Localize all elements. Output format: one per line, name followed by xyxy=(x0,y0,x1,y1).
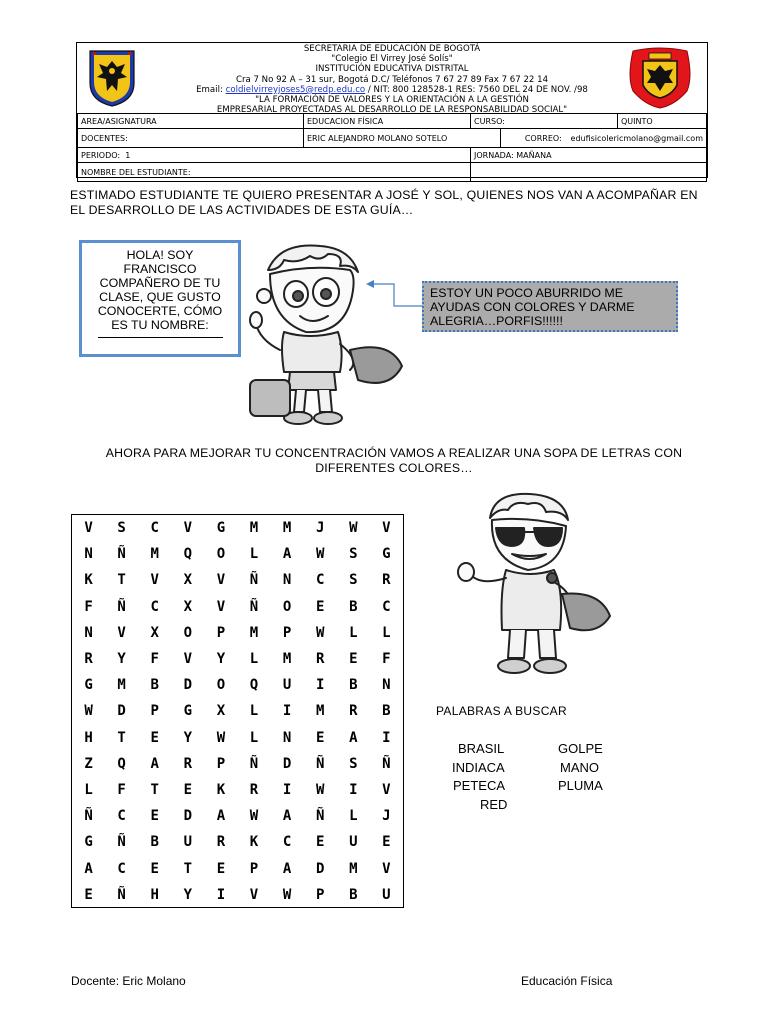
correo-label: CORREO: xyxy=(524,133,562,143)
grid-cell[interactable]: R xyxy=(249,781,259,798)
jornada-label: JORNADA: MAÑANA xyxy=(471,148,707,163)
grid-cell[interactable]: F xyxy=(382,651,391,668)
grid-cell[interactable]: A xyxy=(150,755,159,772)
grid-row xyxy=(72,515,403,541)
header-motto-2: EMPRESARIAL PROYECTADAS AL DESARROLLO DE LA RESPONSABILIDAD SOCIAL" xyxy=(216,105,568,116)
greeting-line-6: ES TU NOMBRE: xyxy=(111,318,209,332)
grid-cell[interactable]: E xyxy=(315,834,325,851)
grid-row xyxy=(72,646,403,672)
periodo-value: 1 xyxy=(125,150,131,160)
grid-cell[interactable]: T xyxy=(117,572,126,589)
grid-cell[interactable]: G xyxy=(382,546,391,563)
grid-cell[interactable]: M xyxy=(315,703,325,720)
grid-cell[interactable]: K xyxy=(249,834,259,851)
grid-cell[interactable]: P xyxy=(282,624,292,641)
grid-cell[interactable]: T xyxy=(183,860,193,877)
grid-cell[interactable]: O xyxy=(282,598,292,615)
grid-cell[interactable]: S xyxy=(117,520,126,537)
word-brasil: BRASIL xyxy=(458,741,505,756)
grid-cell[interactable]: V xyxy=(382,520,391,537)
grid-cell[interactable]: M xyxy=(249,624,259,641)
grid-cell[interactable]: Ñ xyxy=(117,598,126,615)
grid-cell[interactable]: S xyxy=(349,755,358,772)
grid-cell[interactable]: V xyxy=(117,624,126,641)
header-line-institucion: INSTITUCIÓN EDUCATIVA DISTRITAL xyxy=(315,64,469,75)
grid-cell[interactable]: U xyxy=(282,677,292,694)
grid-cell[interactable]: E xyxy=(150,808,159,825)
header-text xyxy=(169,44,615,115)
grid-cell[interactable]: Ñ xyxy=(382,755,391,772)
grid-row xyxy=(72,567,403,593)
word-indiaca: INDIACA xyxy=(452,760,505,775)
grid-cell[interactable]: F xyxy=(117,781,126,798)
email-link[interactable]: coldielvirreyjoses5@redp.edu.co xyxy=(225,84,366,95)
grid-cell[interactable]: B xyxy=(349,598,358,615)
grid-cell[interactable]: N xyxy=(382,677,391,694)
grid-cell[interactable]: D xyxy=(183,677,193,694)
header-line-secretaria: SECRETARIA DE EDUCACIÓN DE BOGOTÁ xyxy=(303,44,481,54)
grid-cell[interactable]: W xyxy=(84,703,93,720)
grid-row xyxy=(72,855,403,881)
grid-cell[interactable]: C xyxy=(117,860,126,877)
intro-text: ESTIMADO ESTUDIANTE TE QUIERO PRESENTAR A JOSÉ Y SOL, QUIENES NOS VAN A ACOMPAÑAR EN EL DESARROLLO DE LAS ACTIVIDADES DE ESTA GUÍA… xyxy=(70,188,698,217)
grid-cell[interactable]: C xyxy=(150,598,159,615)
concentration-line-2: DIFERENTES COLORES… xyxy=(315,461,473,475)
grid-cell[interactable]: T xyxy=(117,729,126,746)
grid-row xyxy=(72,777,403,803)
bogota-crest-icon xyxy=(87,49,137,107)
grid-cell[interactable]: I xyxy=(216,886,226,903)
grid-cell[interactable]: W xyxy=(315,546,325,563)
grid-cell[interactable]: V xyxy=(150,572,159,589)
header-top xyxy=(77,43,707,114)
word-mano: MANO xyxy=(560,760,599,775)
character-boy-illustration xyxy=(240,240,410,430)
grid-cell[interactable]: P xyxy=(150,703,159,720)
grid-cell[interactable]: W xyxy=(315,781,325,798)
grid-cell[interactable]: D xyxy=(117,703,126,720)
grid-cell[interactable]: J xyxy=(382,808,391,825)
grid-cell[interactable]: S xyxy=(349,546,358,563)
grid-cell[interactable]: V xyxy=(382,860,391,877)
grid-cell[interactable]: E xyxy=(183,781,193,798)
word-red: RED xyxy=(480,797,508,812)
bored-line-1: ESTOY UN POCO ABURRIDO ME xyxy=(430,286,624,300)
grid-cell[interactable]: C xyxy=(315,572,325,589)
grid-cell[interactable]: V xyxy=(249,886,259,903)
grid-cell[interactable]: W xyxy=(282,886,292,903)
grid-cell[interactable]: Ñ xyxy=(117,546,126,563)
grid-row xyxy=(72,725,403,751)
greeting-line-5: CONOCERTE, CÓMO xyxy=(97,304,223,318)
grid-row xyxy=(72,541,403,567)
grid-cell[interactable]: M xyxy=(349,860,358,877)
grid-cell[interactable]: E xyxy=(382,834,391,851)
header-line-email xyxy=(169,85,615,95)
grid-cell[interactable]: Z xyxy=(84,755,93,772)
greeting-line-2: FRANCISCO xyxy=(123,262,197,276)
grid-cell[interactable]: V xyxy=(216,572,226,589)
grid-cell[interactable]: U xyxy=(183,834,193,851)
grid-row xyxy=(72,698,403,724)
grid-cell[interactable]: B xyxy=(349,677,358,694)
docentes-label: DOCENTES: xyxy=(78,129,304,148)
grid-cell[interactable]: V xyxy=(382,781,391,798)
grid-cell[interactable]: Q xyxy=(183,546,193,563)
grid-cell[interactable]: L xyxy=(249,729,259,746)
grid-cell[interactable]: G xyxy=(84,677,93,694)
grid-cell[interactable]: W xyxy=(216,729,226,746)
grid-cell[interactable]: H xyxy=(150,886,159,903)
grid-cell[interactable]: W xyxy=(315,624,325,641)
grid-cell[interactable]: A xyxy=(349,729,358,746)
grid-cell[interactable]: Q xyxy=(249,677,259,694)
area-label: AREA/ASIGNATURA xyxy=(78,114,304,129)
header-motto-1: "LA FORMACIÓN DE VALORES Y LA ORIENTACIÓN A LA GESTIÓN xyxy=(255,95,529,106)
grid-cell[interactable]: E xyxy=(150,729,159,746)
grid-cell[interactable]: R xyxy=(84,651,93,668)
grid-cell[interactable]: E xyxy=(150,860,159,877)
grid-cell[interactable]: P xyxy=(315,886,325,903)
grid-cell[interactable]: D xyxy=(282,755,292,772)
grid-cell[interactable]: V xyxy=(84,520,93,537)
grid-cell[interactable]: R xyxy=(349,703,358,720)
grid-cell[interactable]: J xyxy=(315,520,325,537)
curso-label: CURSO: xyxy=(471,114,618,129)
grid-cell[interactable]: Y xyxy=(216,651,226,668)
grid-cell[interactable]: E xyxy=(315,729,325,746)
grid-cell[interactable]: N xyxy=(282,729,292,746)
grid-cell[interactable]: L xyxy=(249,703,259,720)
grid-row xyxy=(72,882,403,908)
grid-cell[interactable]: B xyxy=(349,886,358,903)
grid-cell[interactable]: E xyxy=(84,886,93,903)
grid-row xyxy=(72,751,403,777)
grid-cell[interactable]: C xyxy=(150,520,159,537)
bored-line-2: AYUDAS CON COLORES Y DARME xyxy=(430,300,635,314)
word-search-grid[interactable] xyxy=(71,514,404,908)
grid-cell[interactable]: I xyxy=(282,703,292,720)
grid-cell[interactable]: V xyxy=(183,520,193,537)
grid-cell[interactable]: T xyxy=(150,781,159,798)
grid-cell[interactable]: Ñ xyxy=(84,808,93,825)
grid-cell[interactable]: Q xyxy=(117,755,126,772)
email-label: Email: xyxy=(196,84,226,95)
grid-cell[interactable]: X xyxy=(216,703,226,720)
grid-cell[interactable]: N xyxy=(282,572,292,589)
bored-message-box xyxy=(422,281,678,332)
grid-row xyxy=(72,803,403,829)
grid-cell[interactable]: I xyxy=(382,729,391,746)
grid-row xyxy=(72,672,403,698)
grid-row xyxy=(72,594,403,620)
grid-cell[interactable]: I xyxy=(315,677,325,694)
grid-row xyxy=(72,620,403,646)
grid-cell[interactable]: C xyxy=(282,834,292,851)
greeting-line-1: HOLA! SOY xyxy=(126,248,194,262)
grid-cell[interactable]: O xyxy=(216,546,226,563)
grid-cell[interactable]: I xyxy=(282,781,292,798)
words-title: PALABRAS A BUSCAR xyxy=(436,704,567,718)
grid-cell[interactable]: M xyxy=(282,651,292,668)
grid-cell[interactable]: M xyxy=(282,520,292,537)
grid-cell[interactable]: F xyxy=(150,651,159,668)
grid-cell[interactable]: D xyxy=(183,808,193,825)
grid-cell[interactable]: C xyxy=(117,808,126,825)
grid-cell[interactable]: B xyxy=(150,677,159,694)
word-peteca: PETECA xyxy=(453,778,506,793)
periodo-label: PERIODO: xyxy=(81,150,121,160)
grid-cell[interactable]: D xyxy=(315,860,325,877)
info-table xyxy=(77,113,707,182)
grid-cell[interactable]: M xyxy=(117,677,126,694)
area-value: EDUCACION FÍSICA xyxy=(304,114,471,129)
grid-cell[interactable]: U xyxy=(382,886,391,903)
character-sunglasses-illustration xyxy=(450,490,635,682)
grid-cell[interactable]: Y xyxy=(183,729,193,746)
grid-cell[interactable]: X xyxy=(183,598,193,615)
grid-cell[interactable]: N xyxy=(84,624,93,641)
nombre-field[interactable] xyxy=(471,163,707,182)
grid-cell[interactable]: E xyxy=(349,651,358,668)
footer-subject: Educación Física xyxy=(521,974,613,988)
grid-cell[interactable]: P xyxy=(216,755,226,772)
grid-cell[interactable]: A xyxy=(282,546,292,563)
grid-cell[interactable]: L xyxy=(349,624,358,641)
grid-cell[interactable]: V xyxy=(183,651,193,668)
grid-cell[interactable]: U xyxy=(349,834,358,851)
bored-line-3: ALEGRIA…PORFIS!!!!!! xyxy=(430,314,563,328)
grid-cell[interactable]: Ñ xyxy=(249,598,259,615)
concentration-line-1: AHORA PARA MEJORAR TU CONCENTRACIÓN VAMOS A REALIZAR UNA SOPA DE LETRAS CON xyxy=(105,446,683,460)
nombre-label: NOMBRE DEL ESTUDIANTE: xyxy=(78,163,471,182)
correo-value: edufisicolericmolano@gmail.com xyxy=(570,133,703,143)
school-shield-icon xyxy=(627,47,693,109)
grid-cell[interactable]: P xyxy=(249,860,259,877)
grid-cell[interactable]: K xyxy=(216,781,226,798)
name-answer-line[interactable] xyxy=(98,336,223,338)
grid-row xyxy=(72,829,403,855)
grid-cell[interactable]: L xyxy=(249,651,259,668)
greeting-box xyxy=(79,240,241,357)
grid-cell[interactable]: B xyxy=(150,834,159,851)
grid-cell[interactable]: A xyxy=(282,860,292,877)
curso-value: QUINTO xyxy=(618,114,707,129)
grid-cell[interactable]: S xyxy=(349,572,358,589)
grid-cell[interactable]: Ñ xyxy=(117,834,126,851)
grid-cell[interactable]: X xyxy=(150,624,159,641)
grid-cell[interactable]: G xyxy=(183,703,193,720)
header-box xyxy=(76,42,708,178)
grid-cell[interactable]: P xyxy=(216,624,226,641)
grid-cell[interactable]: E xyxy=(216,860,226,877)
concentration-text xyxy=(70,446,718,476)
grid-cell[interactable]: Ñ xyxy=(315,755,325,772)
header-line-address: Cra 7 No 92 A – 31 sur, Bogotá D.C/ Teléfonos 7 67 27 89 Fax 7 67 22 14 xyxy=(235,74,549,85)
docentes-row xyxy=(304,129,707,148)
grid-cell[interactable]: L xyxy=(382,624,391,641)
grid-cell[interactable]: Y xyxy=(183,886,193,903)
footer-teacher: Docente: Eric Molano xyxy=(71,974,186,988)
grid-cell[interactable]: N xyxy=(84,546,93,563)
grid-cell[interactable]: Y xyxy=(117,651,126,668)
word-pluma: PLUMA xyxy=(558,778,603,793)
grid-cell[interactable]: R xyxy=(315,651,325,668)
grid-cell[interactable]: G xyxy=(84,834,93,851)
header-line-colegio: "Colegio El Virrey José Solís" xyxy=(331,54,453,65)
grid-cell[interactable]: O xyxy=(216,677,226,694)
grid-cell[interactable]: C xyxy=(382,598,391,615)
grid-cell[interactable]: O xyxy=(183,624,193,641)
grid-cell[interactable]: M xyxy=(249,520,259,537)
grid-cell[interactable]: A xyxy=(84,860,93,877)
grid-cell[interactable]: M xyxy=(150,546,159,563)
grid-cell[interactable]: G xyxy=(216,520,226,537)
word-golpe: GOLPE xyxy=(558,741,603,756)
grid-cell[interactable]: E xyxy=(315,598,325,615)
docentes-value: ERIC ALEJANDRO MOLANO SOTELO xyxy=(304,129,500,147)
grid-cell[interactable]: W xyxy=(349,520,358,537)
grid-cell[interactable]: L xyxy=(249,546,259,563)
grid-cell[interactable]: F xyxy=(84,598,93,615)
grid-cell[interactable]: I xyxy=(349,781,358,798)
grid-cell[interactable]: R xyxy=(183,755,193,772)
periodo-cell xyxy=(78,148,471,163)
grid-cell[interactable]: Ñ xyxy=(249,755,259,772)
grid-cell[interactable]: K xyxy=(84,572,93,589)
speech-arrow-icon xyxy=(364,280,426,310)
grid-cell[interactable]: B xyxy=(382,703,391,720)
grid-cell[interactable]: H xyxy=(84,729,93,746)
greeting-line-3: COMPAÑERO DE TU xyxy=(99,276,221,290)
grid-cell[interactable]: V xyxy=(216,598,226,615)
grid-cell[interactable]: R xyxy=(216,834,226,851)
grid-cell[interactable]: R xyxy=(382,572,391,589)
grid-cell[interactable]: Ñ xyxy=(117,886,126,903)
greeting-line-4: CLASE, QUE GUSTO xyxy=(99,290,221,304)
grid-cell[interactable]: Ñ xyxy=(315,808,325,825)
grid-cell[interactable]: L xyxy=(349,808,358,825)
nit-text: / NIT: 800 128528-1 RES: 7560 DEL 24 DE NOV. /98 xyxy=(365,84,588,95)
grid-cell[interactable]: A xyxy=(216,808,226,825)
grid-cell[interactable]: X xyxy=(183,572,193,589)
grid-cell[interactable]: W xyxy=(249,808,259,825)
grid-cell[interactable]: L xyxy=(84,781,93,798)
grid-cell[interactable]: A xyxy=(282,808,292,825)
grid-cell[interactable]: Ñ xyxy=(249,572,259,589)
